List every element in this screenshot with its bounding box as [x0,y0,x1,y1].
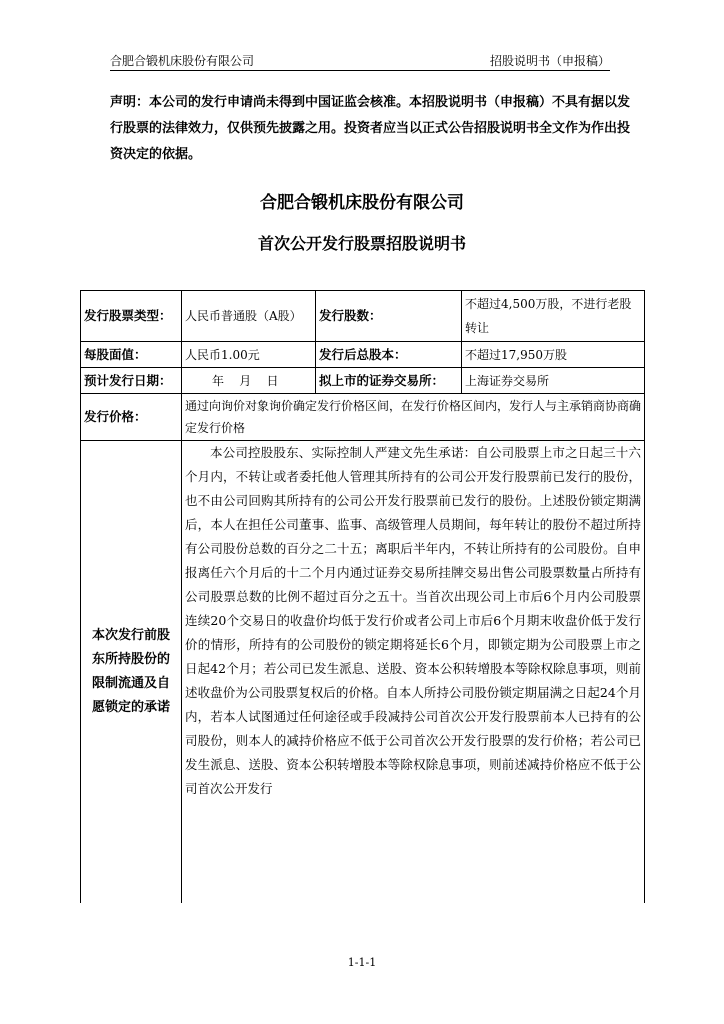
issue-date-label: 预计发行日期： [81,368,182,394]
issue-date-value: 年 月 日 [182,368,316,394]
company-title: 合肥合锻机床股份有限公司 [260,193,464,213]
document-title: 首次公开发行股票招股说明书 [257,234,466,253]
issue-count-value: 不超过4,500万股，不进行老股转让 [462,291,645,342]
total-shares-label: 发行后总股本： [316,342,462,368]
total-shares-value: 不超过17,950万股 [462,342,645,368]
page-header [110,52,610,71]
table-row [81,368,645,394]
par-value-label: 每股面值： [81,342,182,368]
table-row [81,342,645,368]
header-doc-type: 招股说明书（申报稿） [489,54,610,68]
page-number: 1-1-1 [347,956,377,969]
price-value: 通过向询价对象询价确定发行价格区间，在发行价格区间内，发行人与主承销商协商确定发行价格 [182,394,645,441]
table-row [81,291,645,342]
issuance-info-table [80,290,645,903]
header-company: 合肥合锻机床股份有限公司 [110,54,255,68]
table-row [81,441,645,904]
issue-count-label: 发行股数： [316,291,462,342]
price-label: 发行价格： [81,394,182,441]
lockup-commitment-label: 本次发行前股 东所持股份的 限制流通及自 愿锁定的承诺 [81,441,182,904]
lockup-commitment-text: 本公司控股股东、实际控制人严建文先生承诺：自公司股票上市之日起三十六个月内，不转让或者委托他人管理其所持有的公司公开发行股票前已发行的股份，也不由公司回购其所持有的公司公开发行股票前已发行的股份。上述股份锁定期满后，本人在担任公司董事、监事、高级管理人员期间，每年转让的股份不超过所持有公司股份总数的百分之二十五；离职后半年内，不转让所持有的公司股份。自申报离任六个月后的十二个月内通过证券交易所挂牌交易出售公司股票数量占所持有公司股票总数的比例不超过百分之五十。当首次出现公司上市后6个月内公司股票连续20个交易日的收盘价均低于发行价或者公司上市后6个月期末收盘价低于发行价的情形，所持有的公司股份的锁定期将延长6个月，即锁定期为公司股票上市之日起42个月；若公司已发生派息、送股、资本公积转增股本等除权除息事项，则前述收盘价为公司股票复权后的价格。自本人所持公司股份锁定期届满之日起24个月内，若本人试图通过任何途径或手段减持公司首次公开发行股票前本人已持有的公司股份，则本人的减持价格应不低于公司首次公开发行股票的发行价格；若公司已发生派息、送股、资本公积转增股本等除权除息事项，则前述减持价格应不低于公司首次公开发行 [182,441,645,904]
par-value-value: 人民币1.00元 [182,342,316,368]
stock-type-label: 发行股票类型： [81,291,182,342]
stock-type-value: 人民币普通股（A股） [182,291,316,342]
exchange-label: 拟上市的证券交易所： [316,368,462,394]
table-row [81,394,645,441]
exchange-value: 上海证券交易所 [462,368,645,394]
disclaimer: 声明：本公司的发行申请尚未得到中国证监会核准。本招股说明书（申报稿）不具有据以发行股票的法律效力，仅供预先披露之用。投资者应当以正式公告招股说明书全文作为作出投资决定的依据。 [110,95,631,162]
